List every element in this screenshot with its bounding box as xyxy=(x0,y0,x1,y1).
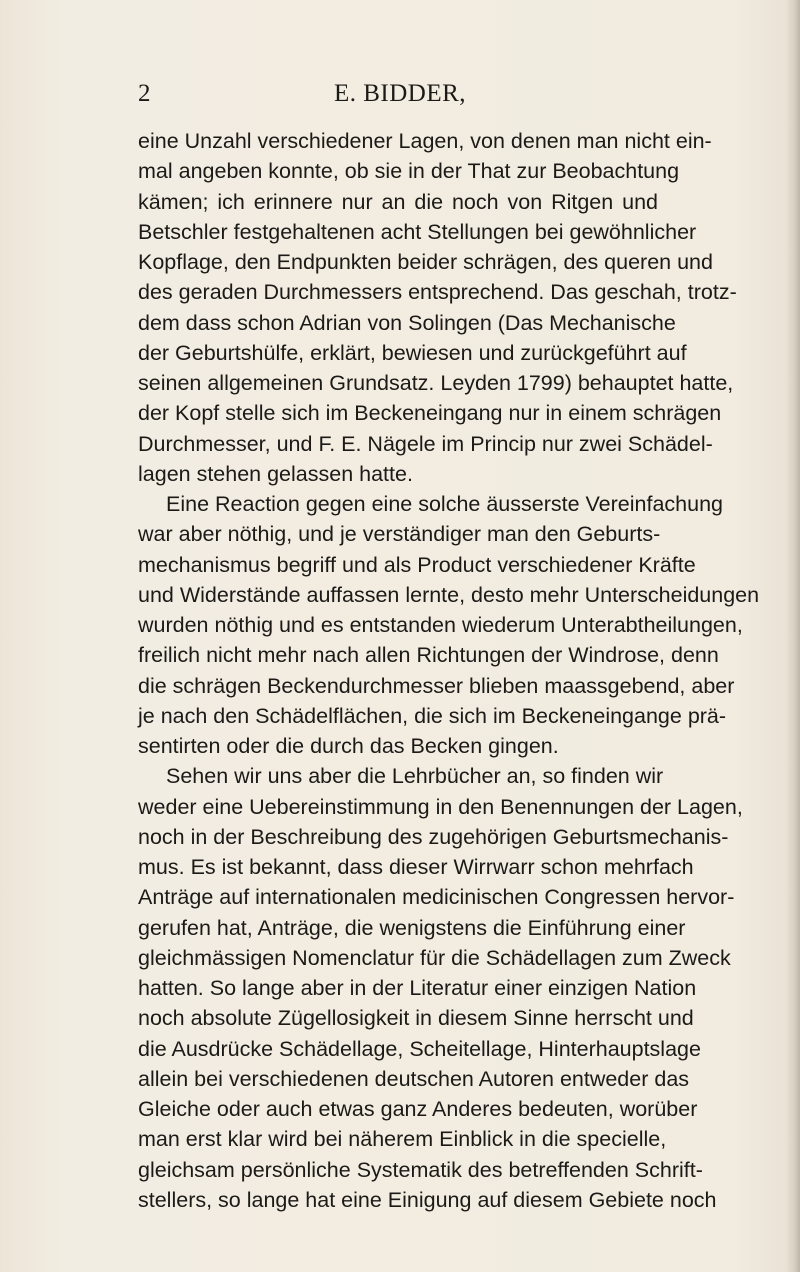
text-line: sentirten oder die durch das Becken gingen. xyxy=(138,734,559,758)
text-line: man erst klar wird bei näherem Einblick in die specielle, xyxy=(138,1127,667,1152)
text-line: eine Unzahl verschiedener Lagen, von denen man nicht ein- xyxy=(138,129,712,153)
text-line: und Widerstände auffassen lernte, desto mehr Unterscheidungen xyxy=(138,582,760,607)
text-line: je nach den Schädelflächen, die sich im Beckeneingange prä- xyxy=(138,703,727,728)
text-line: mal angeben konnte, ob sie in der That zur Beobachtung xyxy=(138,159,680,184)
text-line: allein bei verschiedenen deutschen Autoren entweder das xyxy=(138,1066,690,1091)
text-line: dem dass schon Adrian von Solingen (Das Mechanische xyxy=(138,310,676,335)
text-line: seinen allgemeinen Grundsatz. Leyden 1799) behauptet hatte, xyxy=(138,371,734,395)
text-line: war aber nöthig, und je verständiger man den Geburts- xyxy=(138,522,661,547)
text-line: freilich nicht mehr nach allen Richtungen der Windrose, denn xyxy=(138,643,719,668)
text-line: gerufen hat, Anträge, die wenigstens die Einführung einer xyxy=(138,915,686,940)
page-number: 2 xyxy=(138,80,151,107)
text-line: gleichmässigen Nomenclatur für die Schädellagen zum Zweck xyxy=(138,945,731,970)
page-header xyxy=(138,80,662,114)
text-line: noch absolute Zügellosigkeit in diesem Sinne herrscht und xyxy=(138,1006,694,1031)
text-line: die Ausdrücke Schädellage, Scheitellage, Hinterhauptslage xyxy=(138,1036,701,1061)
text-line: hatten. So lange aber in der Literatur einer einzigen Nation xyxy=(138,976,697,1000)
text-line: wurden nöthig und es entstanden wiederum Unterabtheilungen, xyxy=(138,613,743,637)
text-line: Anträge auf internationalen medicinischen Congressen hervor- xyxy=(138,885,735,910)
text-line: die schrägen Beckendurchmesser blieben maassgebend, aber xyxy=(138,673,735,698)
body-text xyxy=(138,126,760,1215)
page-edge-shadow xyxy=(786,0,800,1272)
text-line: Gleiche oder auch etwas ganz Anderes bedeuten, worüber xyxy=(138,1097,698,1121)
text-line: Kopflage, den Endpunkten beider schrägen, des queren und xyxy=(138,250,713,274)
text-line: mechanismus begriff und als Product verschiedener Kräfte xyxy=(138,552,696,577)
running-head: E. BIDDER, xyxy=(333,80,467,107)
text-line: des geraden Durchmessers entsprechend. Das geschah, trotz- xyxy=(138,280,737,305)
text-line: stellers, so lange hat eine Einigung auf diesem Gebiete noch xyxy=(138,1187,717,1212)
text-line: Betschler festgehaltenen acht Stellungen bei gewöhnlicher xyxy=(138,219,697,244)
text-line: gleichsam persönliche Systematik des betreffenden Schrift- xyxy=(138,1157,703,1182)
text-line: Sehen wir uns aber die Lehrbücher an, so finden wir xyxy=(166,764,664,789)
text-line: Eine Reaction gegen eine solche äusserste Vereinfachung xyxy=(166,492,723,516)
text-line: der Geburtshülfe, erklärt, bewiesen und zurückgeführt auf xyxy=(138,340,687,365)
text-line: Durchmesser, und F. E. Nägele im Princip nur zwei Schädel- xyxy=(138,431,713,456)
text-line: kämen; ich erinnere nur an die noch von Ritgen und xyxy=(138,189,658,214)
text-line: noch in der Beschreibung des zugehörigen Geburtsmechanis- xyxy=(138,824,729,849)
text-line: lagen stehen gelassen hatte. xyxy=(138,461,413,486)
text-line: der Kopf stelle sich im Beckeneingang nur in einem schrägen xyxy=(138,401,722,426)
text-line: weder eine Uebereinstimmung in den Benennungen der Lagen, xyxy=(138,794,743,819)
text-line: mus. Es ist bekannt, dass dieser Wirrwarr schon mehrfach xyxy=(138,855,694,879)
